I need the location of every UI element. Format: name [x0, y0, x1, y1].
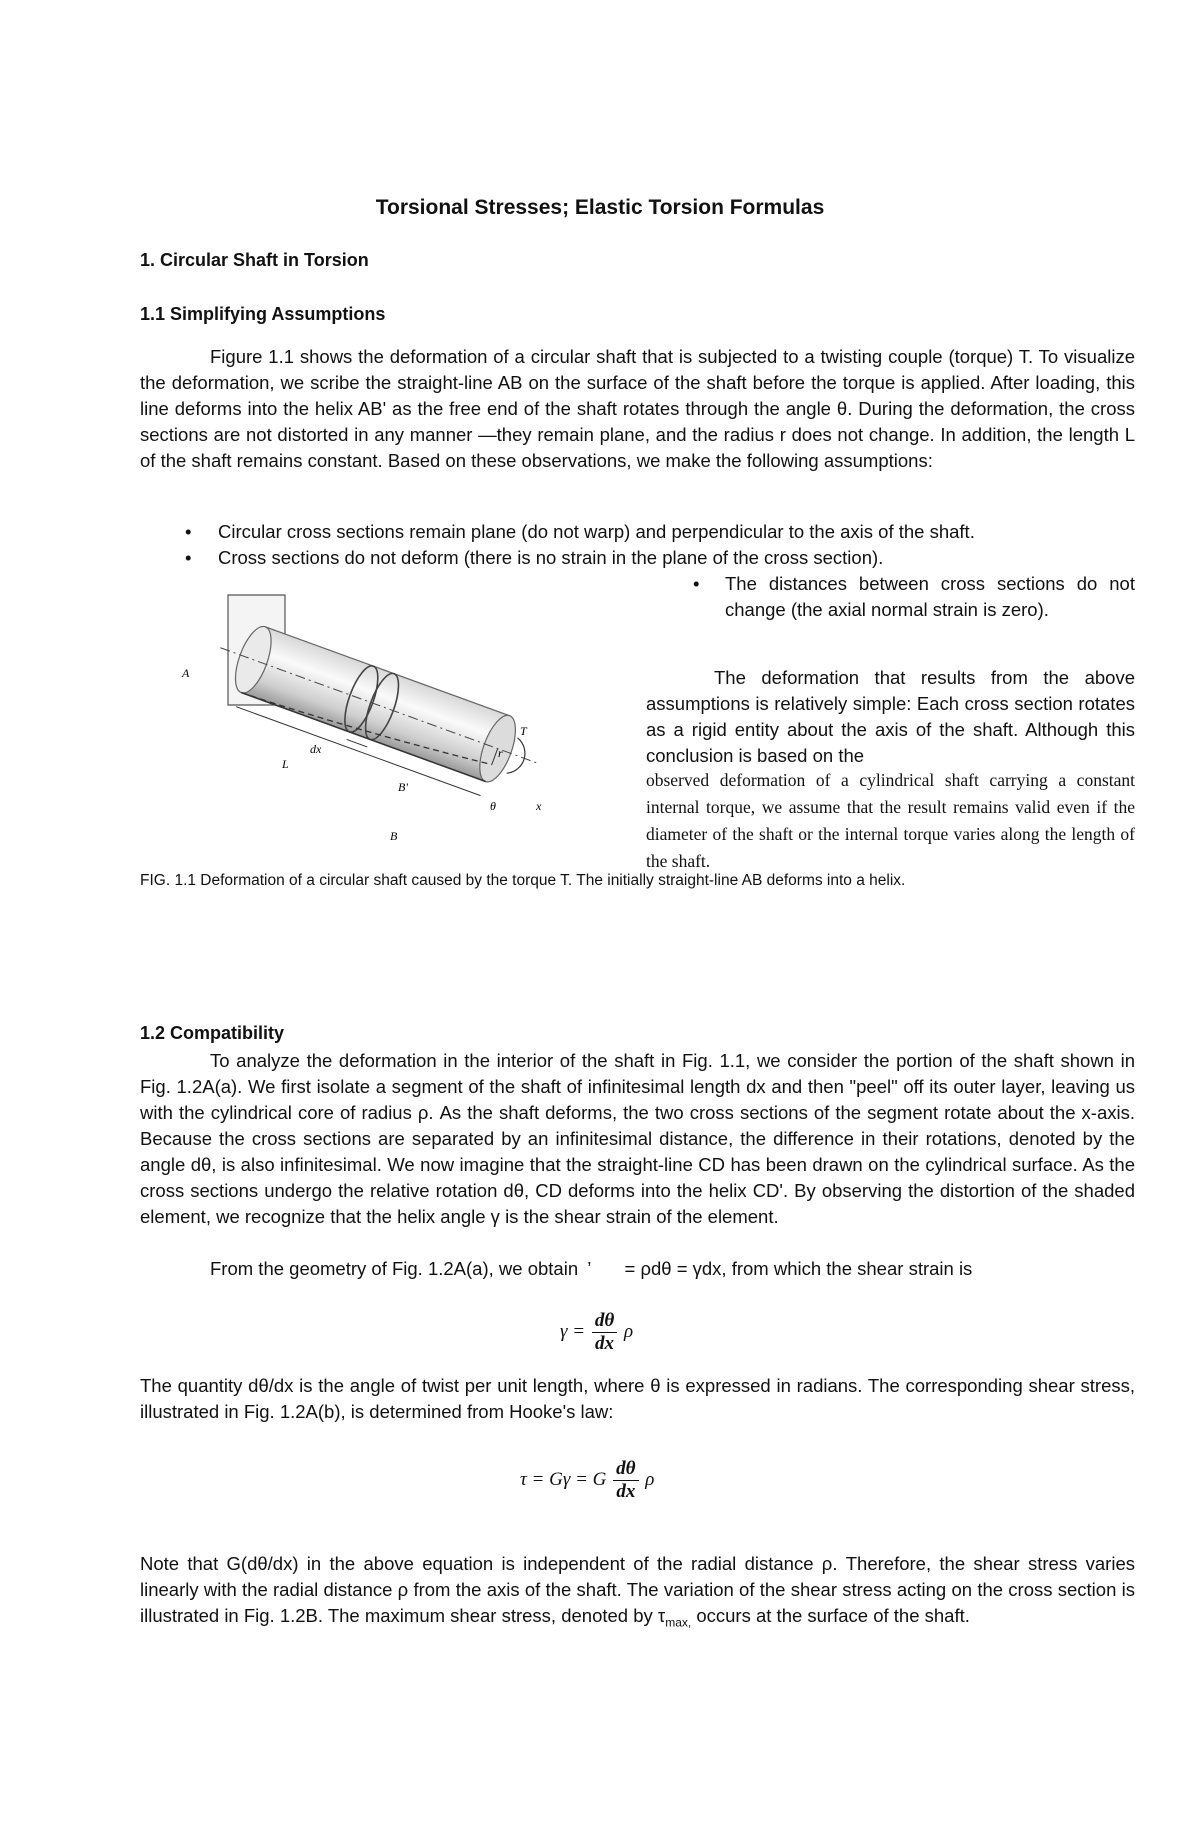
dx-dimension [347, 739, 368, 747]
bullet-marker: • [185, 547, 192, 568]
bullet-item-3 [693, 571, 1135, 623]
eq2-lhs: τ = Gγ = G [520, 1468, 607, 1490]
bullet-marker: • [693, 573, 700, 594]
shear-variation-end: occurs at the surface of the shaft. [696, 1605, 970, 1626]
eq2-numerator: dθ [613, 1458, 638, 1481]
bullet-item-1 [185, 519, 1158, 545]
eq2-denominator: dx [616, 1481, 636, 1502]
equation-shear-strain [560, 1310, 633, 1355]
geometry-text-right: = ρdθ = γdx, from which the shear strain is [624, 1258, 973, 1279]
section-heading-1-1: 1.1 Simplifying Assumptions [140, 304, 386, 324]
tau-max-subscript: max, [665, 1615, 692, 1630]
paragraph-deformation-continued: observed deformation of a cylindrical shaft carrying a constant internal torque, we assume that the result remains valid even if the diameter of the shaft or the internal torque varies along the length of the shaft. [646, 770, 1135, 871]
figure-caption: FIG. 1.1 Deformation of a circular shaft caused by the torque T. The initially straight-line AB deforms into a helix. [140, 872, 906, 889]
eq1-numerator: dθ [592, 1310, 617, 1333]
bullet-item-2 [185, 545, 1158, 571]
eq2-rhs: ρ [645, 1468, 655, 1490]
paragraph-assumptions-intro: Figure 1.1 shows the deformation of a circular shaft that is subjected to a twisting couple (torque) T. To visualize the deformation, we scribe the straight-line AB on the surface of the shaft before the torque is applied. After loading, this line deforms into the helix AB' as the free end of the shaft rotates through the angle θ. During the deformation, the cross sections are not distorted in any manner —they remain plane, and the radius r does not change. In addition, the length L of the shaft remains constant. Based on these observations, we make the following assumptions: [140, 346, 1135, 471]
label-a: A [182, 666, 190, 680]
equation-shear-stress [520, 1458, 654, 1503]
geometry-text-left: From the geometry of Fig. 1.2A(a), we obtain [210, 1258, 579, 1279]
paragraph-angle-of-twist: The quantity dθ/dx is the angle of twist per unit length, where θ is expressed in radians. The corresponding shear stress, illustrated in Fig. 1.2A(b), is determined from Hooke's law: [140, 1375, 1135, 1422]
eq1-lhs: γ = [560, 1320, 586, 1342]
label-l: L [282, 757, 289, 771]
bullet-text: The distances between cross sections do not change (the axial normal strain is zero). [725, 573, 1135, 620]
label-dx: dx [310, 742, 322, 756]
label-r: r [498, 746, 503, 760]
paragraph-geometry [210, 1256, 1135, 1282]
label-b-prime: B' [398, 780, 408, 794]
label-x: x [536, 799, 542, 813]
paragraph-shear-variation [140, 1551, 1135, 1636]
label-theta: θ [490, 799, 496, 813]
page-title: Torsional Stresses; Elastic Torsion Formulas [375, 196, 825, 219]
section-heading-1-2: 1.2 Compatibility [140, 1023, 285, 1043]
paragraph-compatibility: To analyze the deformation in the interior of the shaft in Fig. 1.1, we consider the portion of the shaft shown in Fig. 1.2A(a). We first isolate a segment of the shaft of infinitesimal length dx and then "peel" off its outer layer, leaving us with the cylindrical core of radius ρ. As the shaft deforms, the two cross sections of the segment rotate about the x-axis. Because the cross sections are separated by an infinitesimal distance, the difference in their rotations, denoted by the angle dθ, is also infinitesimal. We now imagine that the straight-line CD has been drawn on the cylindrical surface. As the cross sections undergo the relative rotation dθ, CD deforms into the helix CD'. By observing the distortion of the shaded element, we recognize that the helix angle γ is the shear strain of the element. [140, 1050, 1135, 1227]
eq2-fraction [613, 1458, 638, 1503]
geometry-mark: ’ [587, 1258, 592, 1279]
section-heading-1: 1. Circular Shaft in Torsion [140, 250, 369, 270]
bullet-text: Cross sections do not deform (there is no strain in the plane of the cross section). [218, 547, 884, 568]
eq1-denominator: dx [595, 1333, 614, 1354]
bullet-marker: • [185, 521, 192, 542]
paragraph-deformation: The deformation that results from the above assumptions is relatively simple: Each cross section rotates as a rigid entity about the axis of the shaft. Although this conclusion is based on the [646, 667, 1135, 766]
bullet-text: Circular cross sections remain plane (do not warp) and perpendicular to the axis of the shaft. [218, 521, 975, 542]
shear-variation-text: Note that G(dθ/dx) in the above equation is independent of the radial distance ρ. Therefore, the shear stress varies linearly with the radial distance ρ from the axis of the shaft. The variation of the shear stress acting on the cross section is illustrated in Fig. 1.2B. The maximum shear stress, denoted by τ [140, 1553, 1135, 1626]
eq1-rhs: ρ [623, 1320, 634, 1342]
eq1-fraction [592, 1310, 617, 1355]
label-b: B [390, 829, 398, 843]
figure-1-1 [160, 585, 560, 850]
shaft-diagram [160, 585, 560, 850]
label-t: T [520, 724, 527, 738]
